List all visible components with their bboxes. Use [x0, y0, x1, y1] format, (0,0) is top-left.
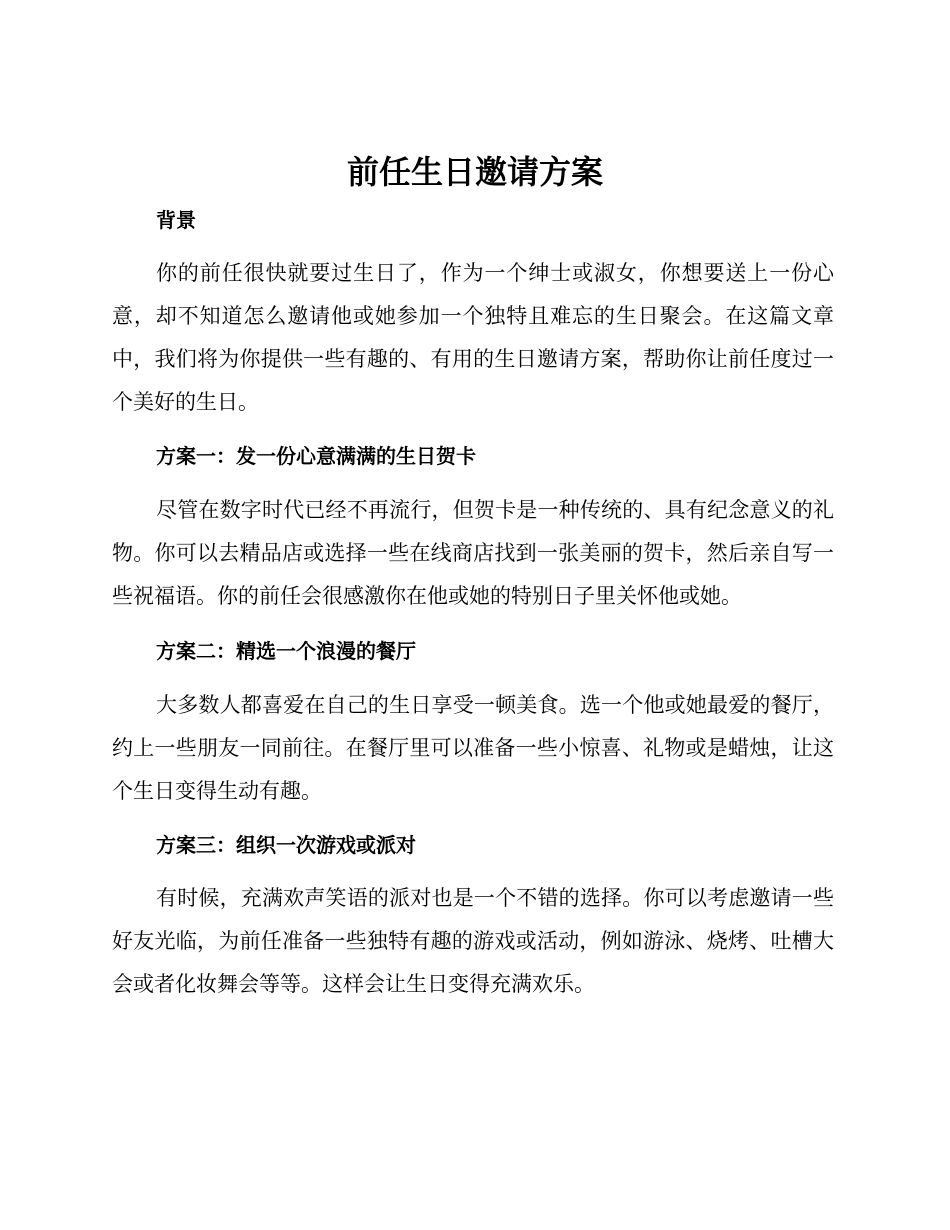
- section-body-plan-2: 大多数人都喜爱在自己的生日享受一顿美食。选一个他或她最爱的餐厅，约上一些朋友一同前往。在餐厅里可以准备一些小惊喜、礼物或是蜡烛，让这个生日变得生动有趣。: [112, 693, 834, 803]
- section-heading-plan-2: 方案二：精选一个浪漫的餐厅: [156, 639, 416, 663]
- section-heading-plan-3: 方案三：组织一次游戏或派对: [156, 833, 416, 857]
- section-body-plan-3: 有时候，充满欢声笑语的派对也是一个不错的选择。你可以考虑邀请一些好友光临，为前任准备一些独特有趣的游戏或活动，例如游泳、烧烤、吐槽大会或者化妆舞会等等。这样会让生日变得充满欢乐。: [112, 886, 834, 996]
- document-title: 前任生日邀请方案: [346, 153, 603, 191]
- section-heading-background: 背景: [156, 208, 196, 232]
- section-heading-plan-1: 方案一：发一份心意满满的生日贺卡: [156, 444, 476, 468]
- section-body-background: 你的前任很快就要过生日了，作为一个绅士或淑女，你想要送上一份心意，却不知道怎么邀请他或她参加一个独特且难忘的生日聚会。在这篇文章中，我们将为你提供一些有趣的、有用的生日邀请方案，帮助你让前任度过一个美好的生日。: [112, 261, 834, 414]
- section-body-plan-1: 尽管在数字时代已经不再流行，但贺卡是一种传统的、具有纪念意义的礼物。你可以去精品店或选择一些在线商店找到一张美丽的贺卡，然后亲自写一些祝福语。你的前任会很感激你在他或她的特别日子里关怀他或她。: [112, 498, 834, 608]
